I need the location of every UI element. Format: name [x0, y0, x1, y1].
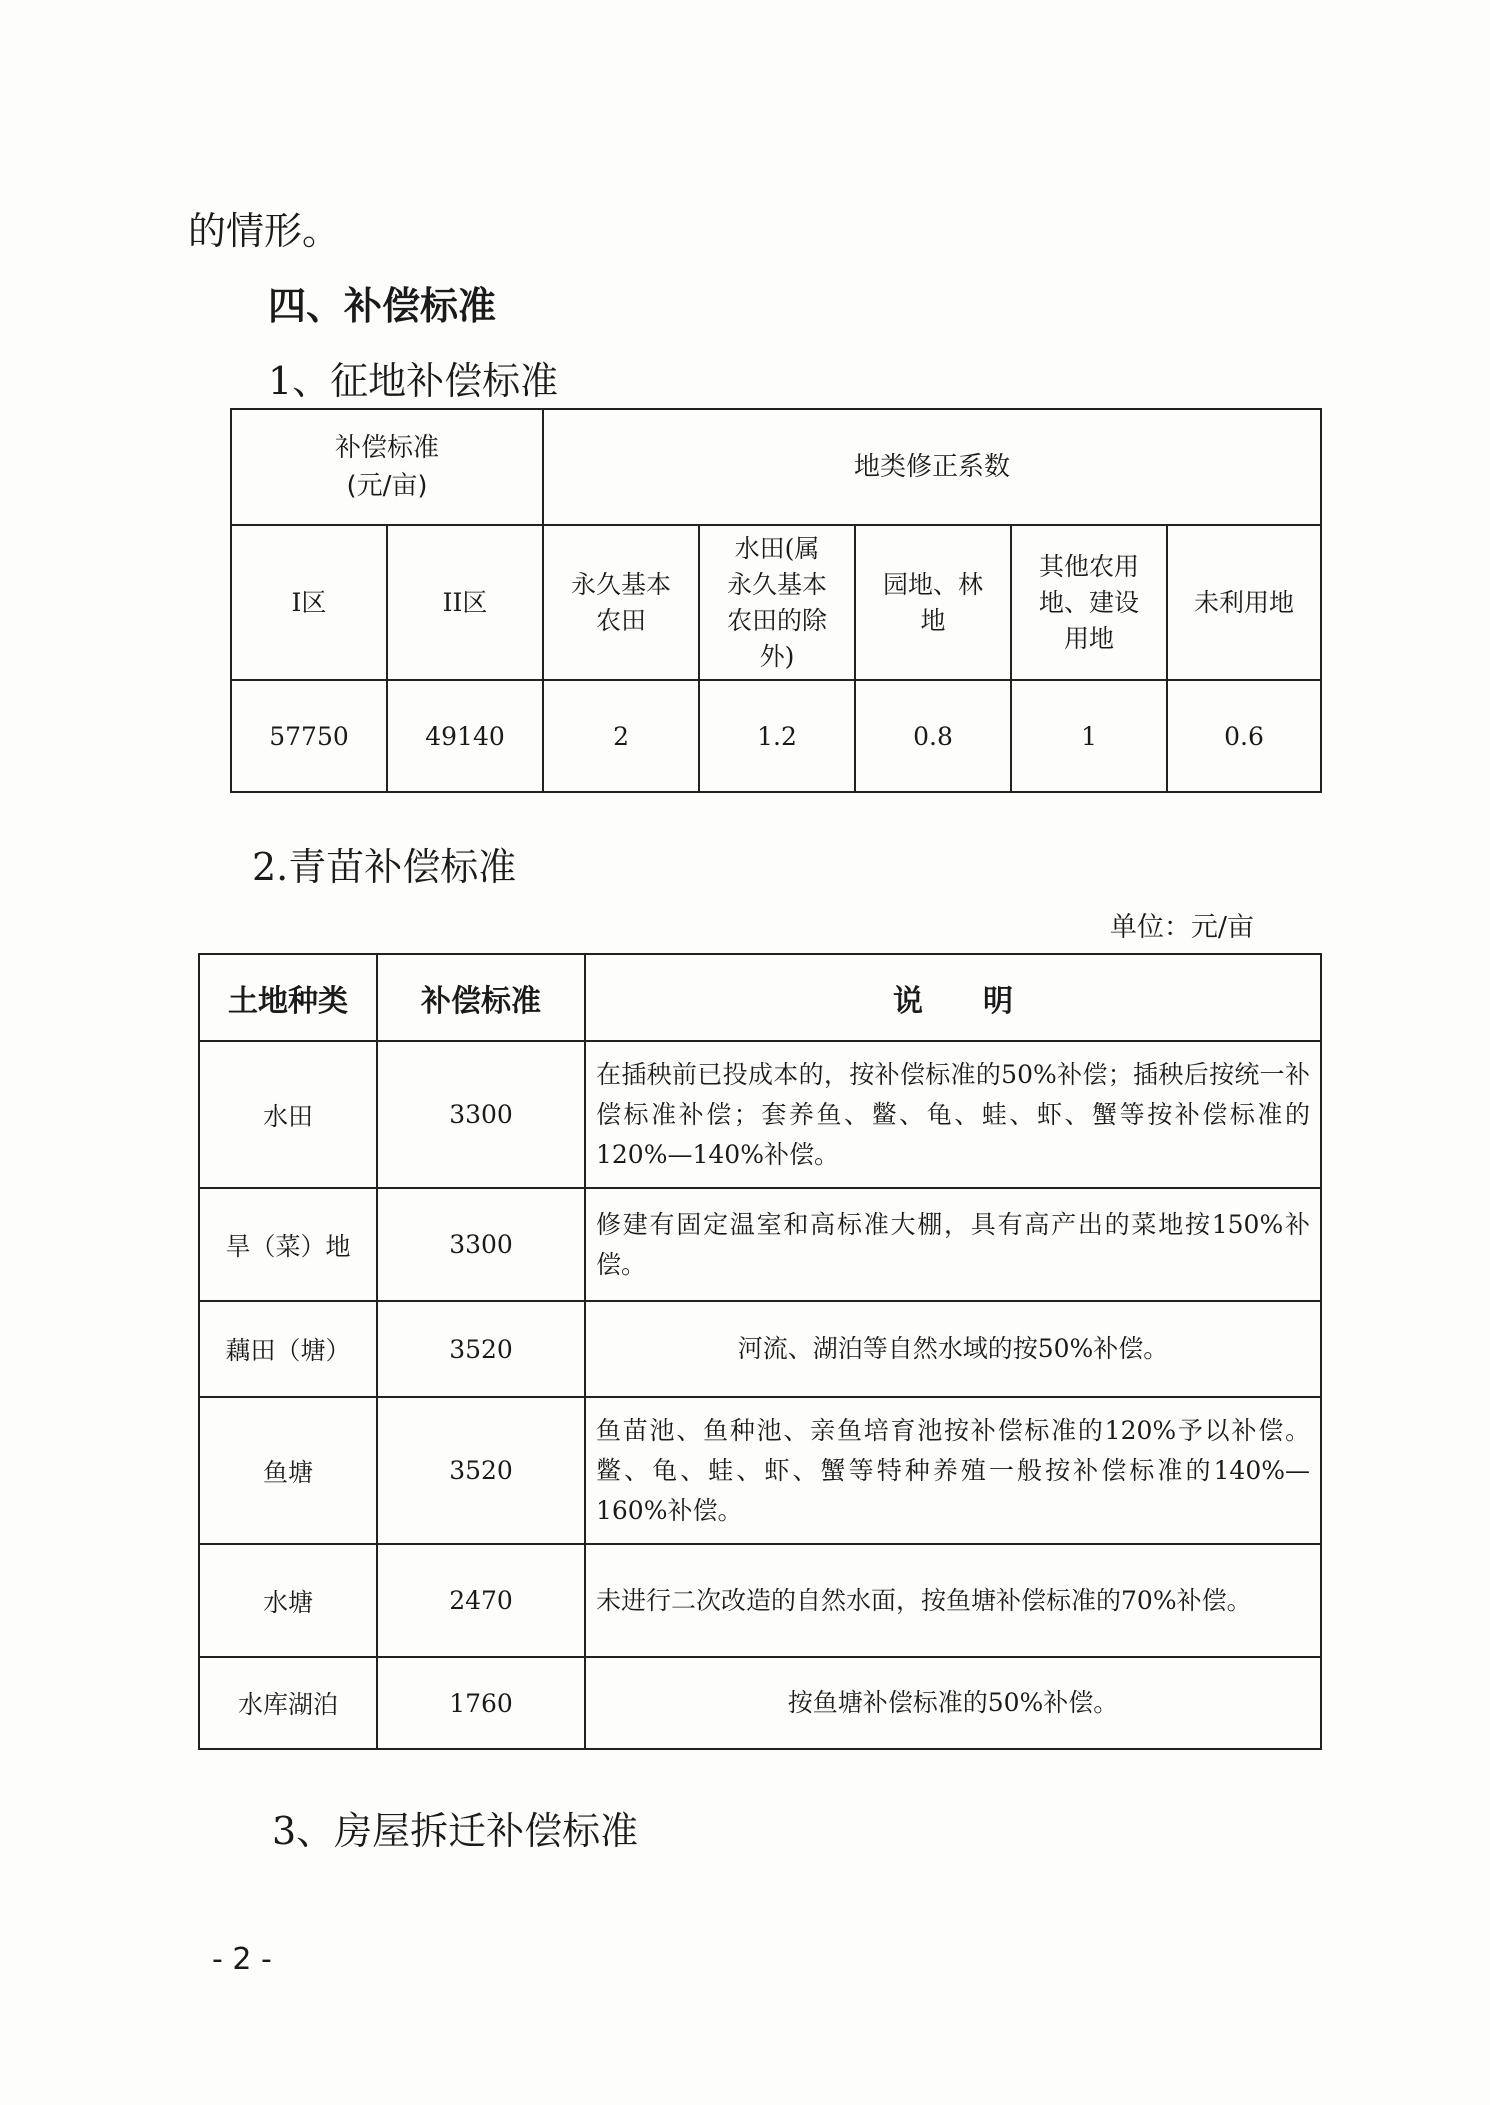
correction-coefficient-header: 地类修正系数: [543, 409, 1321, 525]
land-type-header: [699, 525, 855, 680]
header-line: 用地: [1064, 623, 1115, 653]
header-line: 外): [759, 641, 795, 671]
description-cell: 河流、湖泊等自然水域的按50%补偿。: [585, 1301, 1321, 1397]
land-type-header: [1167, 525, 1321, 680]
table-row: [199, 1544, 1321, 1657]
land-type-cell: 鱼塘: [199, 1397, 377, 1544]
standard-cell: 1760: [377, 1657, 585, 1749]
value-cell: 49140: [387, 680, 543, 792]
table-row: [199, 1041, 1321, 1188]
description-cell: 在插秧前已投成本的，按补偿标准的50%补偿；插秧后按统一补偿标准补偿；套养鱼、鳖、龟、蛙、虾、蟹等按补偿标准的120%—140%补偿。: [585, 1041, 1321, 1188]
column-header: 说 明: [585, 954, 1321, 1041]
standard-cell: 2470: [377, 1544, 585, 1657]
land-type-header: [1011, 525, 1167, 680]
standard-cell: 3520: [377, 1301, 585, 1397]
header-line: 水田(属: [734, 533, 820, 563]
value-cell: 2: [543, 680, 699, 792]
header-line: 未利用地: [1194, 587, 1295, 617]
section-heading: 四、补偿标准: [268, 284, 497, 328]
description-cell: 未进行二次改造的自然水面，按鱼塘补偿标准的70%补偿。: [585, 1544, 1321, 1657]
table-row: [199, 1657, 1321, 1749]
header-line: (元/亩): [346, 471, 428, 501]
compensation-standard-header: [231, 409, 543, 525]
crop-compensation-heading: 2.青苗补偿标准: [252, 845, 517, 889]
land-type-header: [543, 525, 699, 680]
crop-compensation-table: [198, 953, 1322, 1750]
land-type-header: [855, 525, 1011, 680]
land-type-cell: 水库湖泊: [199, 1657, 377, 1749]
header-line: 农田: [596, 605, 647, 635]
header-line: 永久基本: [571, 569, 672, 599]
page-number: - 2 -: [212, 1942, 272, 1977]
land-type-cell: 水田: [199, 1041, 377, 1188]
standard-cell: 3300: [377, 1041, 585, 1188]
value-cell: 57750: [231, 680, 387, 792]
header-line: 地、建设: [1039, 587, 1140, 617]
land-compensation-heading: 1、征地补偿标准: [268, 359, 559, 403]
header-line: 地: [920, 605, 946, 635]
unit-label: 单位：元/亩: [1109, 912, 1254, 943]
standard-cell: 3520: [377, 1397, 585, 1544]
land-compensation-table: [230, 408, 1322, 793]
standard-cell: 3300: [377, 1188, 585, 1301]
land-type-cell: 藕田（塘）: [199, 1301, 377, 1397]
column-header: 土地种类: [199, 954, 377, 1041]
continuation-text: 的情形。: [188, 209, 341, 253]
value-cell: 0.8: [855, 680, 1011, 792]
column-header: 补偿标准: [377, 954, 585, 1041]
land-type-cell: 旱（菜）地: [199, 1188, 377, 1301]
housing-compensation-heading: 3、房屋拆迁补偿标准: [272, 1809, 639, 1853]
zone-1-header: I区: [231, 525, 387, 680]
header-line: 园地、林: [883, 569, 984, 599]
header-line: 永久基本: [727, 569, 828, 599]
value-cell: 1: [1011, 680, 1167, 792]
zone-2-header: II区: [387, 525, 543, 680]
description-cell: 按鱼塘补偿标准的50%补偿。: [585, 1657, 1321, 1749]
header-line: 其他农用: [1039, 551, 1140, 581]
header-line: 补偿标准: [335, 433, 440, 463]
value-cell: 1.2: [699, 680, 855, 792]
table-row: [199, 1301, 1321, 1397]
value-cell: 0.6: [1167, 680, 1321, 792]
description-cell: 鱼苗池、鱼种池、亲鱼培育池按补偿标准的120%予以补偿。鳖、龟、蛙、虾、蟹等特种养殖一般按补偿标准的140%—160%补偿。: [585, 1397, 1321, 1544]
table-row: [199, 1397, 1321, 1544]
header-line: 农田的除: [727, 605, 828, 635]
description-cell: 修建有固定温室和高标准大棚，具有高产出的菜地按150%补偿。: [585, 1188, 1321, 1301]
table-row: [199, 1188, 1321, 1301]
land-type-cell: 水塘: [199, 1544, 377, 1657]
